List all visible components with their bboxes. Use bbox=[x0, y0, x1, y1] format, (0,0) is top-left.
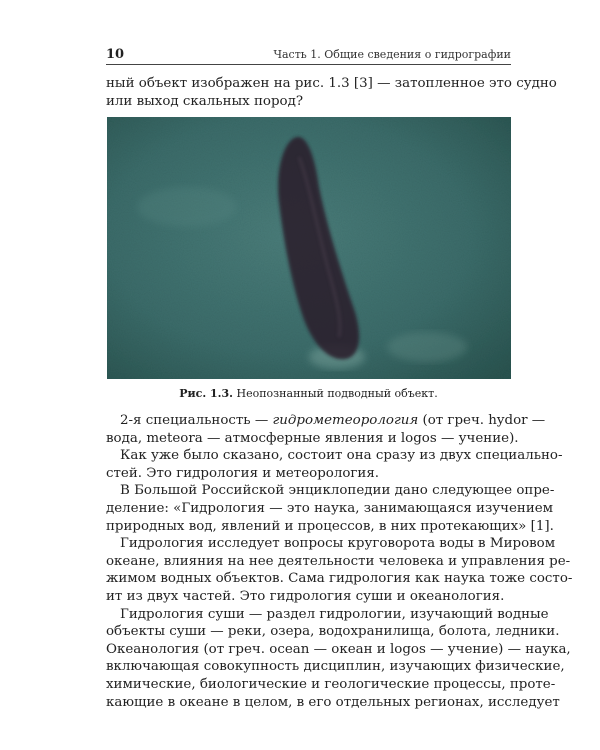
running-title: Часть 1. Общие сведения о гидрографии bbox=[273, 48, 511, 61]
text-line: или выход скальных пород? bbox=[106, 93, 304, 109]
text-line: Гидрология суши — раздел гидрологии, изучающий водные bbox=[120, 606, 549, 622]
header-rule bbox=[106, 64, 511, 65]
text-line: объекты суши — реки, озера, водохранилища, болота, ледники. bbox=[106, 624, 560, 640]
page-number: 10 bbox=[106, 47, 125, 62]
term-hydrometeorology: гидрометеорология bbox=[272, 413, 419, 428]
text-line: океане, влияния на нее деятельности человека и управления ре- bbox=[106, 553, 571, 569]
text-line: химические, биологические и геологические процессы, проте- bbox=[106, 676, 556, 692]
text-line: деление: «Гидрология — это наука, занимающаяся изучением bbox=[106, 500, 554, 516]
underwater-object-photo bbox=[107, 117, 511, 379]
text-line: вода, meteora — атмосферные явления и logos — учение). bbox=[106, 430, 519, 446]
text-line: В Большой Российской энциклопедии дано следующее опре- bbox=[120, 483, 555, 499]
caption-label: Рис. 1.3. bbox=[179, 387, 233, 400]
page-header bbox=[106, 47, 511, 65]
text-line: жимом водных объектов. Сама гидрология как наука тоже состо- bbox=[106, 571, 573, 587]
text-line: природных вод, явлений и процессов, в них протекающих» [1]. bbox=[106, 518, 554, 534]
body-text bbox=[106, 412, 573, 711]
text-line: стей. Это гидрология и метеорология. bbox=[106, 465, 380, 481]
text-line: ный объект изображен на рис. 1.3 [3] — затопленное это судно bbox=[106, 76, 557, 91]
text-line: Океанология (от греч. ocean — океан и logos — учение) — наука, bbox=[106, 641, 571, 657]
caption-text: Неопознанный подводный объект. bbox=[236, 387, 438, 400]
figure-caption bbox=[106, 387, 511, 400]
intro-paragraph bbox=[106, 75, 557, 110]
text-line: ит из двух частей. Это гидрология суши и океанология. bbox=[106, 588, 505, 604]
text-line: кающие в океане в целом, в его отдельных регионах, исследует bbox=[106, 694, 560, 710]
text-line: Как уже было сказано, состоит она сразу из двух специально- bbox=[120, 448, 563, 464]
text-line: Гидрология исследует вопросы круговорота воды в Мировом bbox=[120, 536, 556, 552]
text-line: 2-я специальность — гидрометеорология (от греч. hydor — bbox=[120, 413, 546, 428]
text-line: включающая совокупность дисциплин, изучающих физические, bbox=[106, 659, 565, 675]
